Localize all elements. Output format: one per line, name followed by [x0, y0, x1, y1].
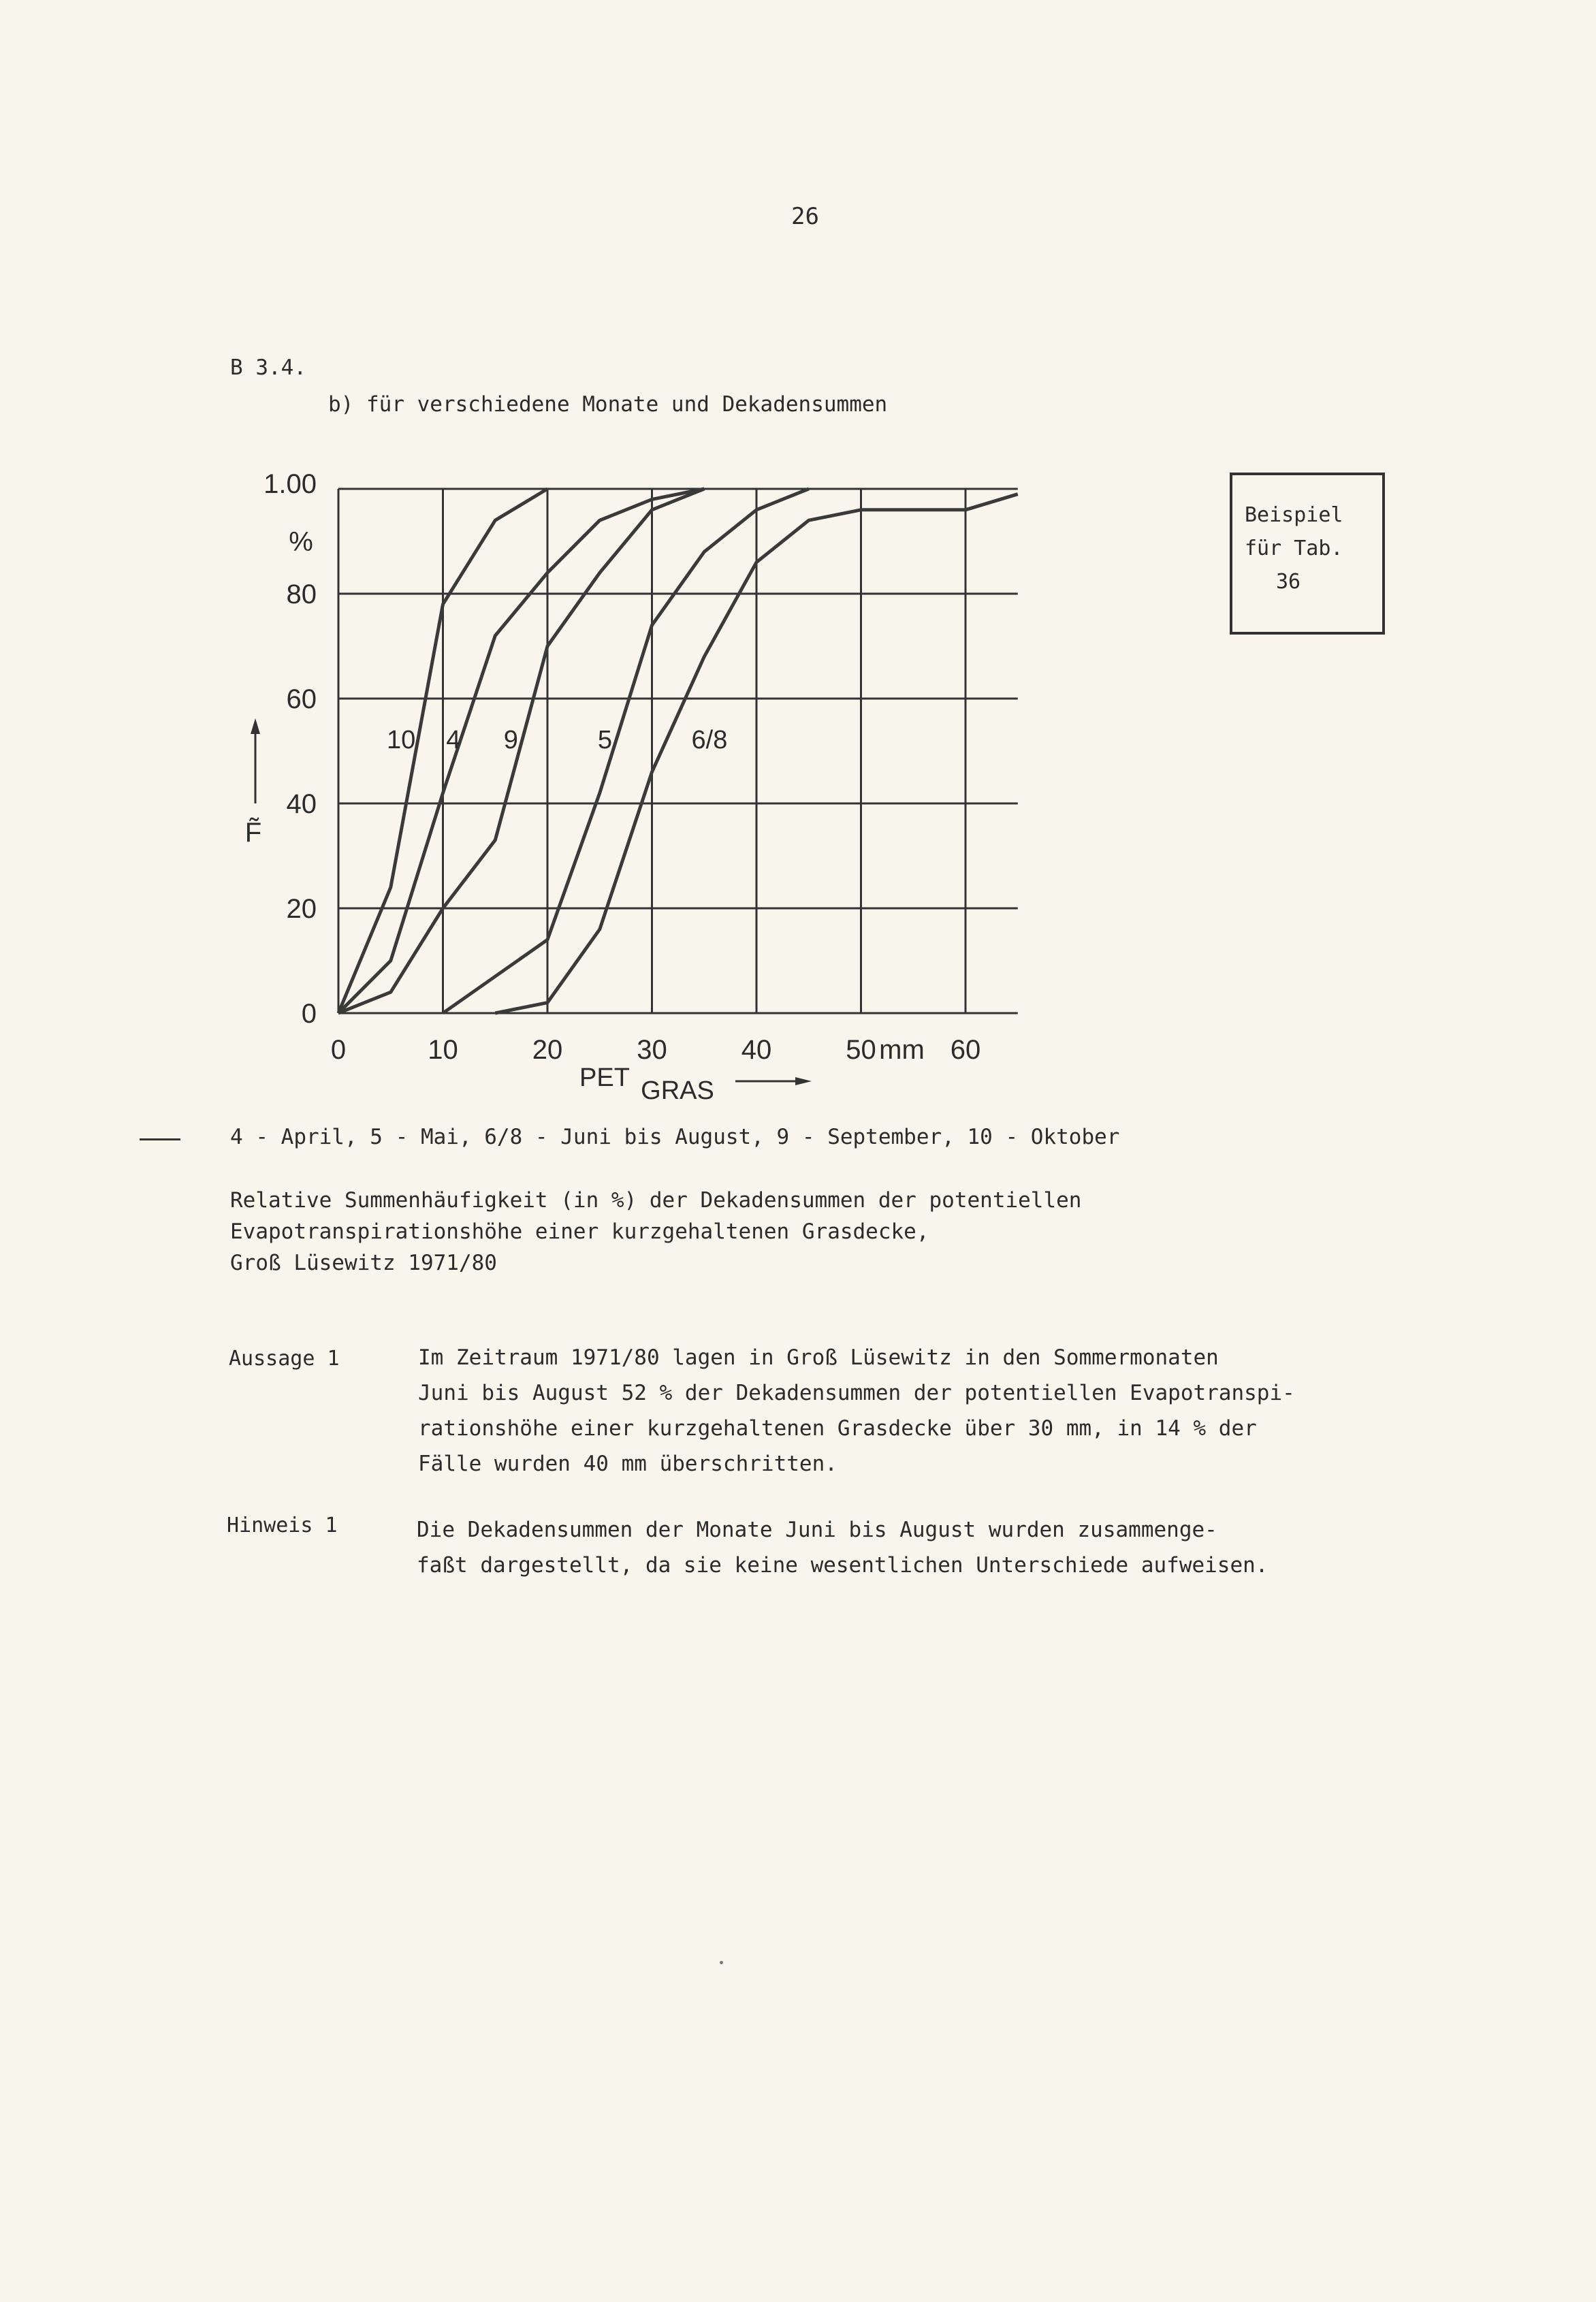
note-line: Juni bis August 52 % der Dekadensummen der potentiellen Evapotranspi- — [418, 1381, 1295, 1405]
chart-series — [338, 489, 1018, 1013]
example-box-line1: Beispiel — [1245, 503, 1343, 527]
caption-line2: Evapotranspirationshöhe einer kurzgehaltenen Grasdecke, — [230, 1219, 929, 1244]
example-box-line3: 36 — [1276, 570, 1301, 594]
y-axis-label: F̃ — [244, 818, 262, 848]
y-tick-label: 1.00 — [264, 469, 317, 499]
note-line: faßt dargestellt, da sie keine wesentlichen Unterschiede aufweisen. — [417, 1553, 1268, 1578]
note-label-aussage: Aussage 1 — [229, 1347, 340, 1371]
chart-labels — [245, 469, 980, 1105]
y-tick-label: 80 — [286, 579, 317, 609]
margin-dash — [140, 1138, 180, 1140]
section-label: B 3.4. — [230, 355, 306, 380]
curve-label-5: 5 — [597, 726, 612, 755]
note-line: rationshöhe einer kurzgehaltenen Grasdecke über 30 mm, in 14 % der — [418, 1416, 1257, 1441]
cumulative-frequency-chart — [0, 0, 1596, 1117]
page-mark — [720, 1961, 723, 1964]
figure-caption — [230, 1185, 1081, 1279]
caption-line1: Relative Summenhäufigkeit (in %) der Dekadensummen der potentiellen — [230, 1188, 1082, 1213]
note-text-aussage — [418, 1340, 1385, 1482]
curve-label-9: 9 — [503, 726, 518, 755]
curve-label-6-8: 6/8 — [691, 726, 728, 755]
y-tick-label: 40 — [286, 789, 317, 819]
note-line: Fälle wurden 40 mm überschritten. — [418, 1452, 837, 1476]
note-line: Im Zeitraum 1971/80 lagen in Groß Lüsewitz in den Sommermonaten — [418, 1345, 1219, 1370]
x-unit-label: mm — [879, 1035, 925, 1065]
x-tick-label: 10 — [428, 1035, 458, 1065]
curve-label-10: 10 — [386, 726, 416, 755]
x-tick-label: 20 — [532, 1035, 563, 1065]
y-tick-label: 20 — [286, 894, 317, 924]
note-line: Die Dekadensummen der Monate Juni bis August wurden zusammenge- — [417, 1518, 1217, 1542]
curve-label-4: 4 — [446, 726, 461, 755]
caption-line3: Groß Lüsewitz 1971/80 — [230, 1251, 497, 1275]
x-tick-label: 40 — [741, 1035, 772, 1065]
note-label-hinweis: Hinweis 1 — [227, 1514, 338, 1537]
x-tick-label: 30 — [637, 1035, 667, 1065]
note-text-hinweis — [417, 1512, 1384, 1583]
chart-grid — [338, 489, 1018, 1013]
example-box-line2: für Tab. — [1245, 537, 1343, 560]
x-axis-arrow-head — [795, 1077, 812, 1085]
y-tick-label: 60 — [286, 684, 317, 714]
page-number: 26 — [791, 203, 819, 230]
y-tick-label: 0 — [301, 999, 317, 1029]
x-tick-label: 50 — [846, 1035, 876, 1065]
x-tick-label: 60 — [950, 1035, 981, 1065]
figure-subtitle: b) für verschiedene Monate und Dekadensummen — [328, 392, 888, 417]
y-unit-label: % — [289, 527, 313, 557]
x-tick-label: 0 — [330, 1035, 347, 1065]
x-axis-label-subscript: GRAS — [641, 1076, 714, 1105]
x-axis-label: PET — [579, 1064, 630, 1092]
legend-line: 4 - April, 5 - Mai, 6/8 - Juni bis August, 9 - September, 10 - Oktober — [230, 1125, 1120, 1149]
y-axis-arrow-head — [251, 718, 260, 734]
